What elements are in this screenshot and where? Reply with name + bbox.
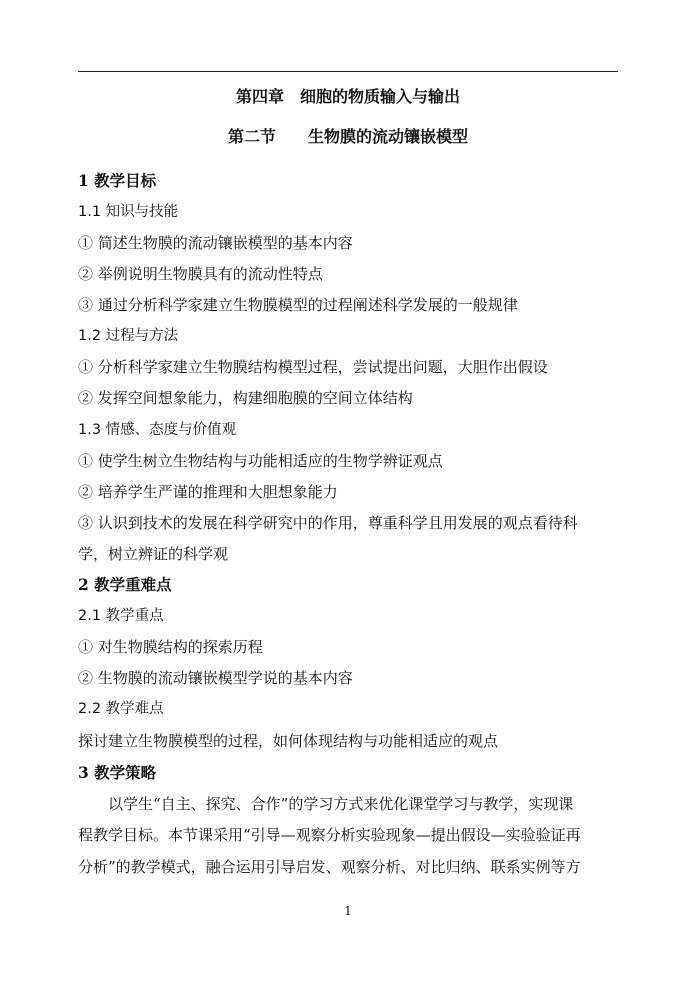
heading-teaching-objectives: 1 教学目标 (78, 171, 157, 190)
subheading-knowledge-skills: 1.1 知识与技能 (78, 204, 179, 220)
heading-teaching-strategy: 3 教学策略 (78, 763, 157, 782)
heading-key-difficult-points: 2 教学重难点 (78, 575, 172, 594)
list-item: ① 对生物膜结构的探索历程 (78, 638, 263, 656)
list-item: ③ 认识到技术的发展在科学研究中的作用，尊重科学且用发展的观点看待科 (78, 514, 578, 532)
subheading-difficult-points: 2.2 教学难点 (78, 701, 164, 717)
list-item: ② 培养学生严谨的推理和大胆想象能力 (78, 483, 338, 501)
list-item: ② 生物膜的流动镶嵌模型学说的基本内容 (78, 669, 353, 687)
list-item: ① 使学生树立生物结构与功能相适应的生物学辨证观点 (78, 452, 443, 470)
list-item: ① 简述生物膜的流动镶嵌模型的基本内容 (78, 234, 353, 252)
strategy-paragraph (78, 789, 620, 883)
list-item: ① 分析科学家建立生物膜结构模型过程，尝试提出问题，大胆作出假设 (78, 358, 548, 376)
paragraph-line: 程教学目标。本节课采用“引导—观察分析实验现象—提出假设—实验验证再 (78, 826, 581, 845)
subheading-process-methods: 1.2 过程与方法 (78, 328, 179, 344)
page-number: 1 (344, 904, 352, 918)
list-item: ② 发挥空间想象能力，构建细胞膜的空间立体结构 (78, 389, 413, 407)
header-rule (78, 71, 618, 72)
difficult-points-text: 探讨建立生物膜模型的过程，如何体现结构与功能相适应的观点 (78, 732, 499, 750)
paragraph-line: 以学生“自主、探究、合作”的学习方式来优化课堂学习与教学，实现课 (78, 795, 574, 813)
section-title: 第二节 生物膜的流动镶嵌模型 (227, 127, 468, 146)
paragraph-line: 分析”的教学模式，融合运用引导启发、观察分析、对比归纳、联系实例等方 (78, 857, 581, 876)
list-item: ③ 通过分析科学家建立生物膜模型的过程阐述科学发展的一般规律 (78, 296, 518, 314)
list-item-continuation: 学，树立辨证的科学观 (78, 545, 229, 563)
subheading-key-points: 2.1 教学重点 (78, 608, 164, 624)
list-item: ② 举例说明生物膜具有的流动性特点 (78, 265, 323, 283)
subheading-attitudes-values: 1.3 情感、态度与价值观 (78, 422, 237, 438)
chapter-title: 第四章 细胞的物质输入与输出 (235, 87, 460, 106)
